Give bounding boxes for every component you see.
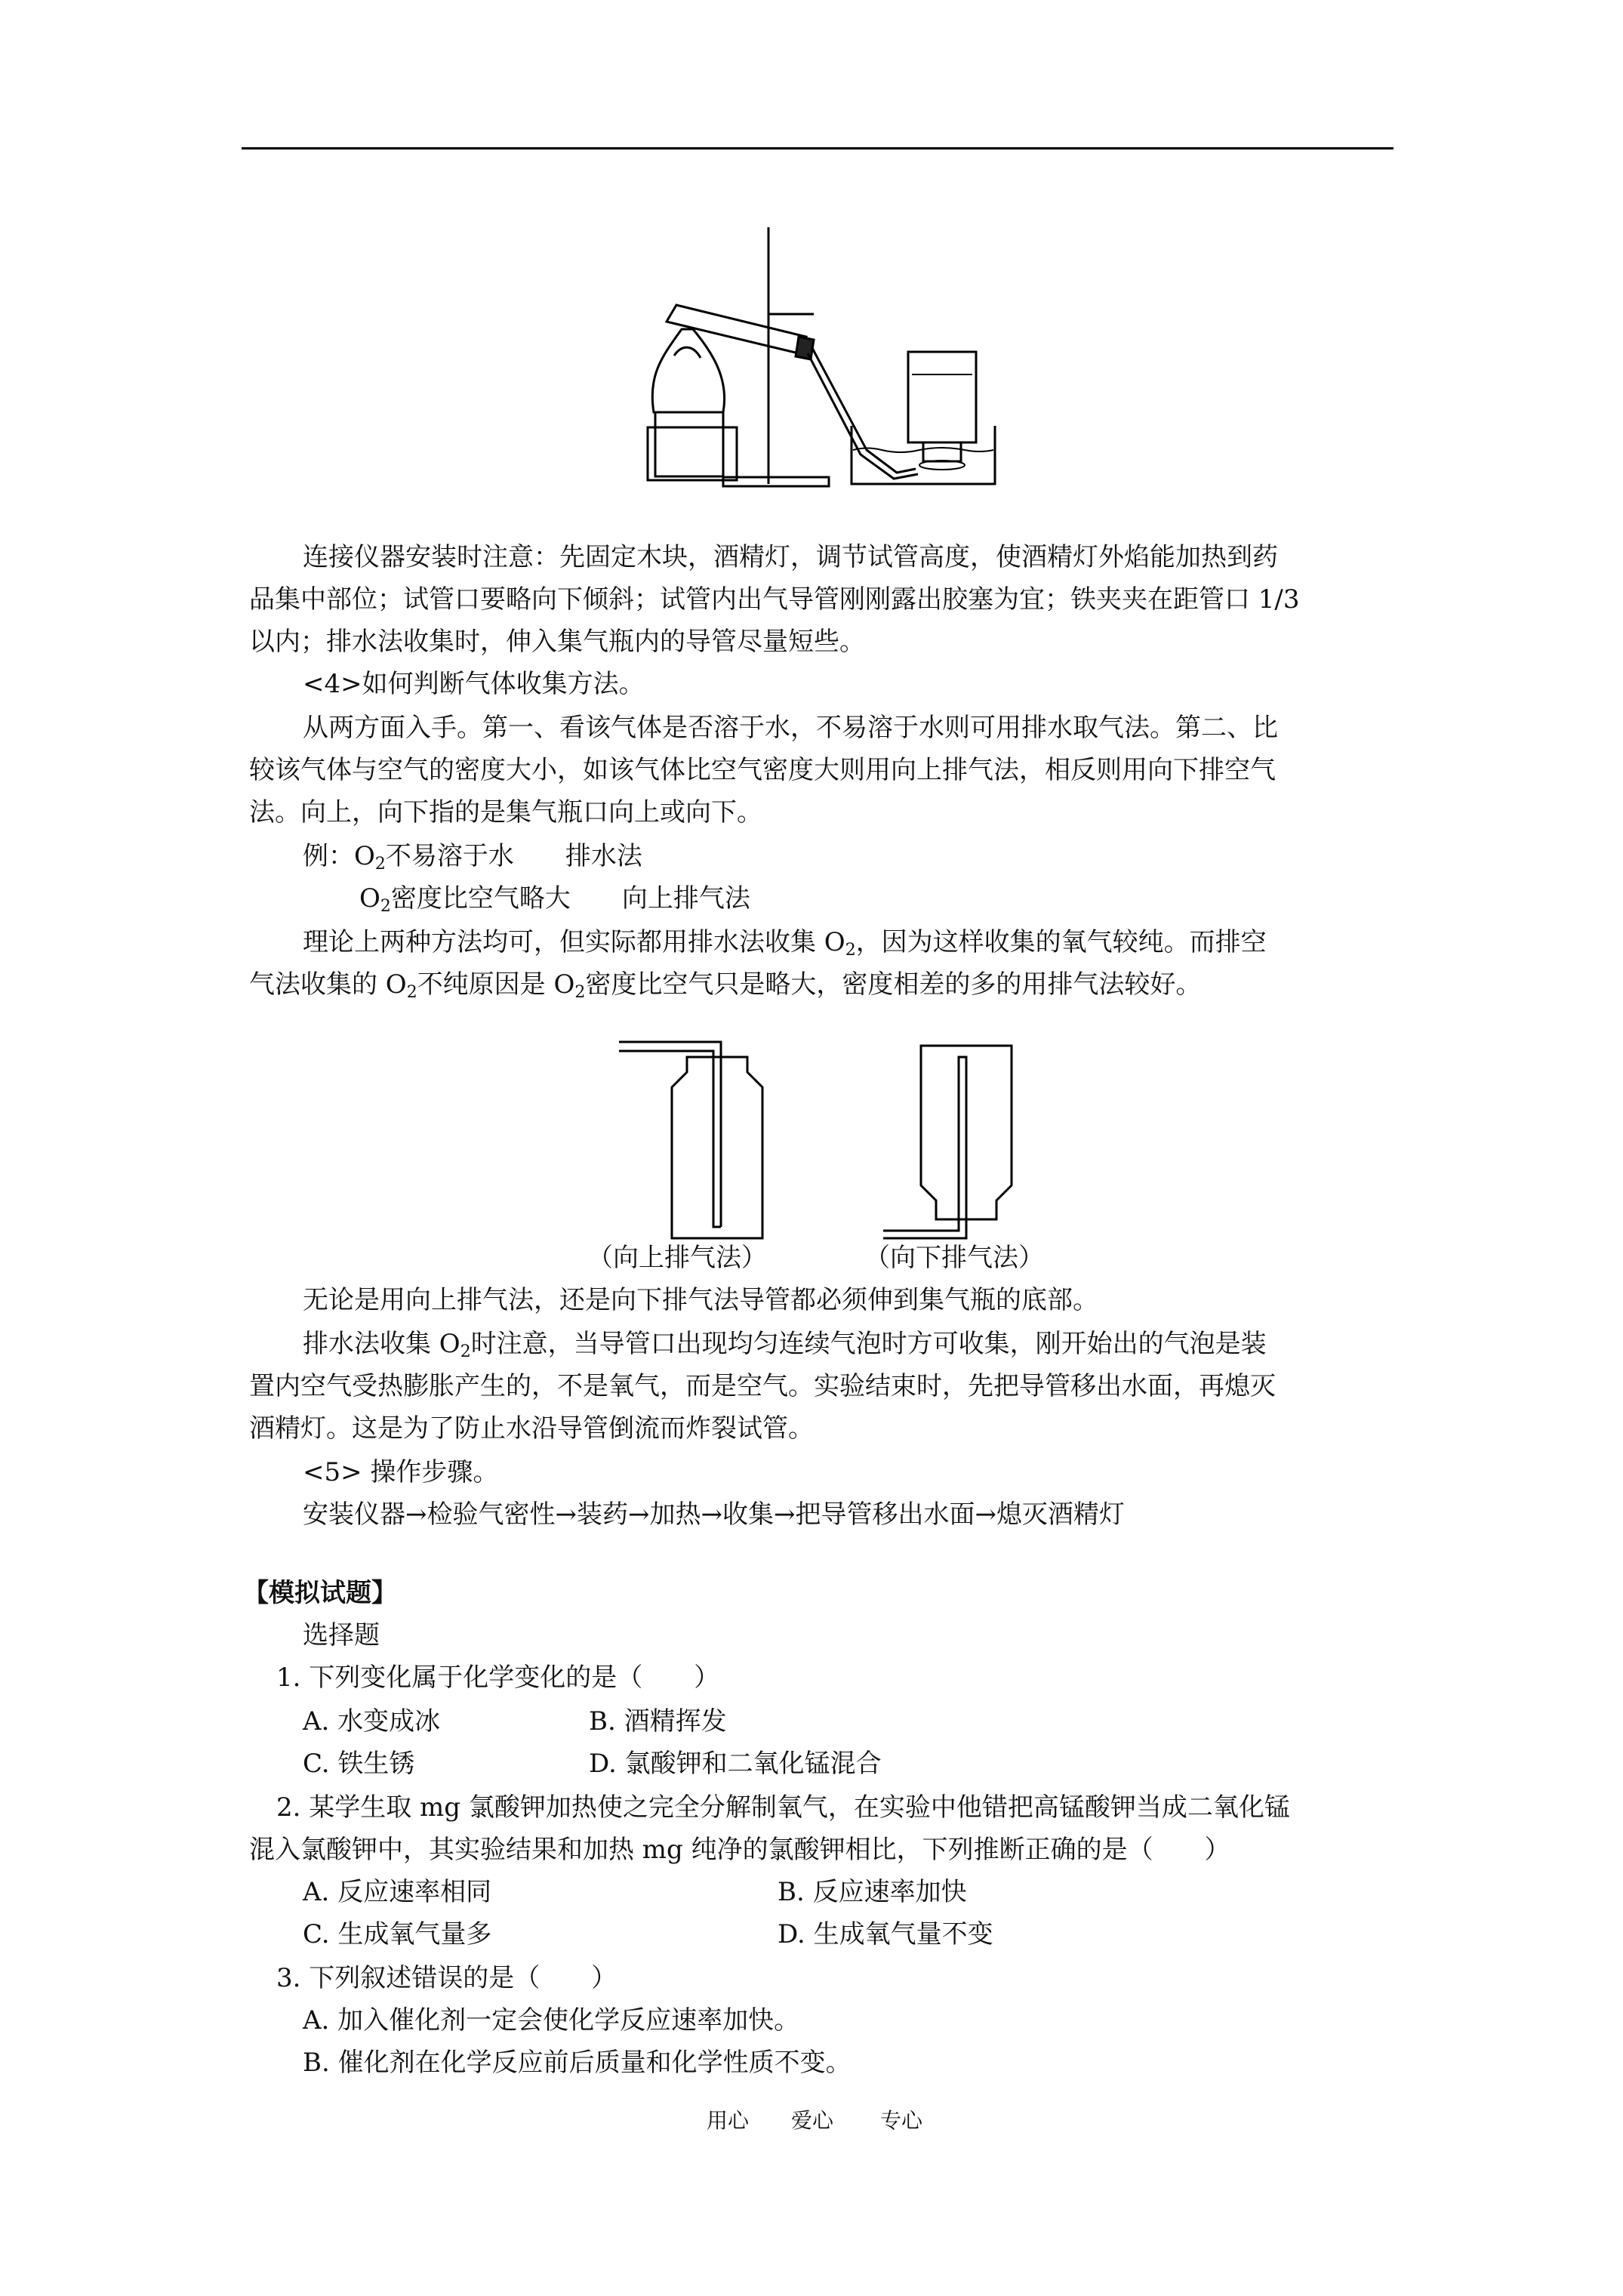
question-1-option-c: C. 铁生锈	[303, 1749, 415, 1779]
question-2-option-a: A. 反应速率相同	[303, 1877, 492, 1907]
caption-upward: （向上排气法）	[587, 1243, 767, 1273]
para-theory-line1: 理论上两种方法均可，但实际都用排水法收集 $O_2$，因为这样收集的氧气较纯。而排空	[303, 927, 1267, 960]
section-subtitle: 选择题	[303, 1620, 380, 1650]
question-2-option-d: D. 生成氧气量不变	[778, 1919, 993, 1949]
section-title: 【模拟试题】	[243, 1578, 397, 1608]
header-rule	[242, 147, 1394, 149]
para-water-line3: 酒精灯。这是为了防止水沿导管倒流而炸裂试管。	[249, 1413, 814, 1444]
example-line1: 例：$O_2$不易溶于水 排水法	[303, 841, 642, 874]
question-3-option-a: A. 加入催化剂一定会使化学反应速率加快。	[303, 2005, 800, 2036]
question-2-line1: 2. 某学生取 mg 氯酸钾加热使之完全分解制氧气，在实验中他错把高锰酸钾当成二氧化锰	[276, 1792, 1290, 1823]
example-line2: $O_2$密度比空气略大 向上排气法	[359, 883, 750, 916]
para-assembly-line1: 连接仪器安装时注意：先固定木块，酒精灯，调节试管高度，使酒精灯外焰能加热到药	[303, 542, 1278, 572]
question-2-option-c: C. 生成氧气量多	[303, 1919, 492, 1949]
question-3-option-b: B. 催化剂在化学反应前后质量和化学性质不变。	[303, 2048, 852, 2078]
footer-left: 用心	[707, 2108, 750, 2133]
steps-sequence: 安装仪器→检验气密性→装药→加热→收集→把导管移出水面→熄灭酒精灯	[303, 1499, 1125, 1530]
footer-middle: 爱心	[791, 2108, 834, 2133]
heading-gas-collection: <4>如何判断气体收集方法。	[303, 669, 645, 699]
question-2-line2: 混入氯酸钾中，其实验结果和加热 mg 纯净的氯酸钾相比，下列推断正确的是（ ）	[249, 1835, 1230, 1865]
para-water-line2: 置内空气受热膨胀产生的，不是氧气，而是空气。实验结束时，先把导管移出水面，再熄灭	[249, 1371, 1276, 1401]
para-assembly-line3: 以内；排水法收集时，伸入集气瓶内的导管尽量短些。	[249, 627, 865, 657]
question-1-option-a: A. 水变成冰	[303, 1706, 441, 1737]
caption-downward: （向下排气法）	[864, 1243, 1044, 1273]
para-assembly-line2: 品集中部位；试管口要略向下倾斜；试管内出气导管刚刚露出胶塞为宜；铁夹夹在距管口 1/3	[249, 584, 1300, 615]
para-method-line1: 从两方面入手。第一、看该气体是否溶于水，不易溶于水则可用排水取气法。第二、比	[303, 713, 1278, 743]
footer-right: 专心	[880, 2108, 923, 2133]
para-tube-depth: 无论是用向上排气法，还是向下排气法导管都必须伸到集气瓶的底部。	[303, 1285, 1098, 1315]
question-1-option-b: B. 酒精挥发	[589, 1706, 727, 1737]
question-1-option-d: D. 氯酸钾和二氧化锰混合	[589, 1749, 882, 1779]
para-method-line3: 法。向上，向下指的是集气瓶口向上或向下。	[249, 797, 762, 827]
question-3: 3. 下列叙述错误的是（ ）	[276, 1963, 617, 1993]
para-theory-line2: 气法收集的 $O_2$不纯原因是 $O_2$密度比空气只是略大，密度相差的多的用排气法较好。	[249, 969, 1202, 1002]
question-1: 1. 下列变化属于化学变化的是（ ）	[276, 1663, 720, 1693]
para-method-line2: 较该气体与空气的密度大小，如该气体比空气密度大则用向上排气法，相反则用向下排空气	[249, 755, 1276, 785]
para-water-line1: 排水法收集 $O_2$时注意，当导管口出现均匀连续气泡时方可收集，刚开始出的气泡是装	[303, 1329, 1267, 1361]
air-displacement-figure	[619, 1034, 1034, 1246]
heading-steps: <5> 操作步骤。	[303, 1457, 499, 1487]
oxygen-apparatus-figure	[640, 223, 1002, 503]
question-2-option-b: B. 反应速率加快	[778, 1877, 967, 1907]
